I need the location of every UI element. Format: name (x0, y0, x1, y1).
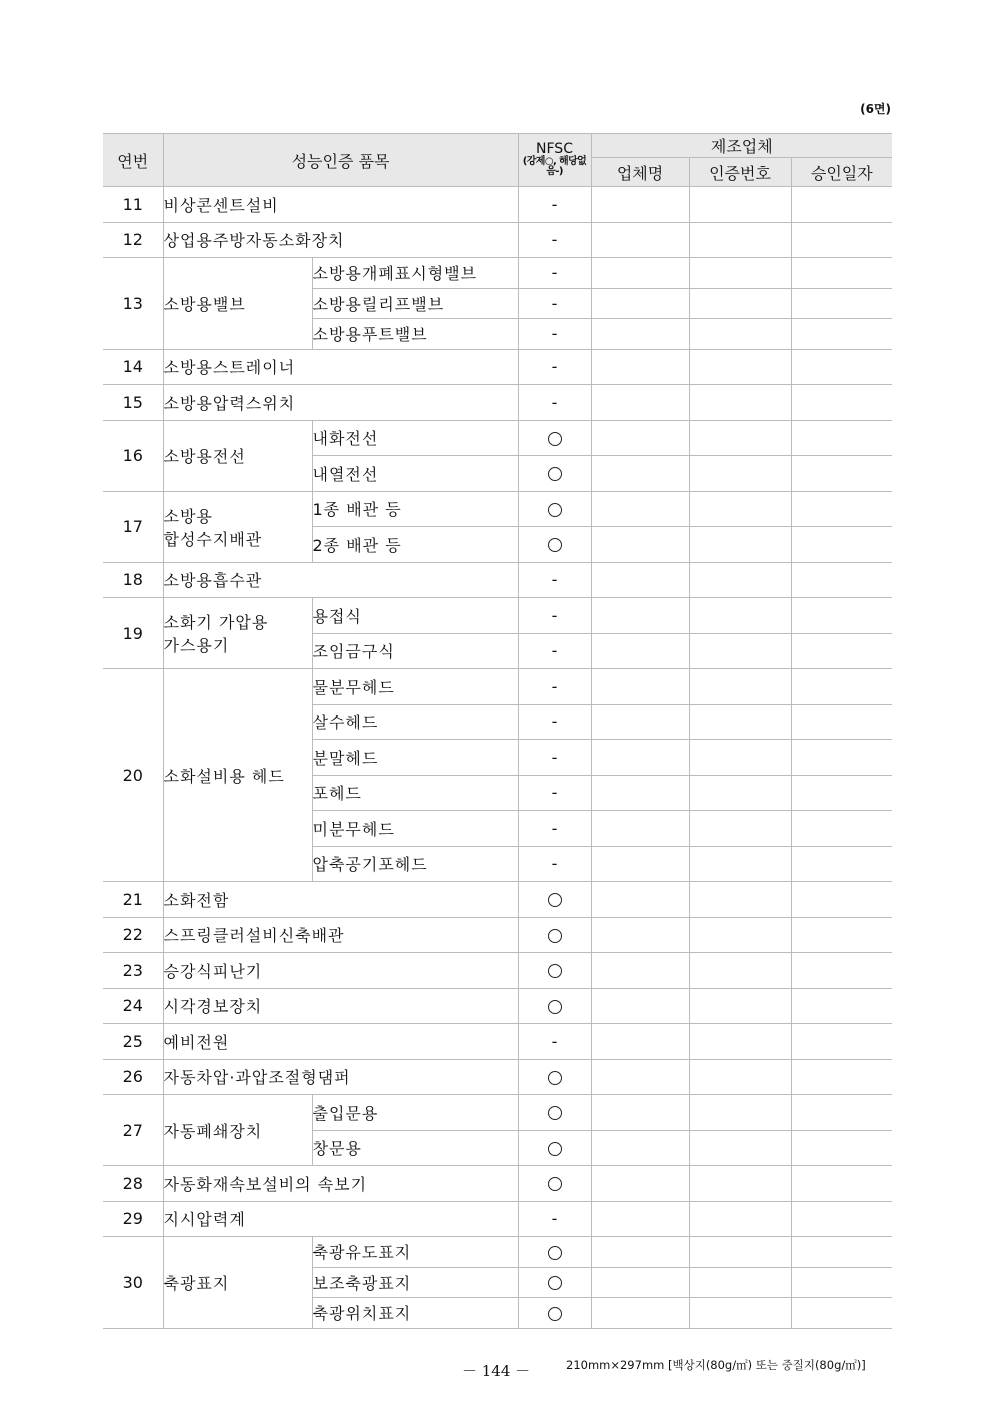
circle-icon (548, 1276, 562, 1290)
approval-date-cell[interactable] (791, 349, 892, 385)
item-name: 예비전원 (163, 1024, 518, 1060)
header-maker-group: 제조업체 (591, 134, 892, 158)
maker-name-cell[interactable] (591, 811, 689, 847)
approval-date-cell[interactable] (791, 562, 892, 598)
table-row (103, 988, 892, 1024)
cert-number-cell[interactable] (689, 1166, 791, 1202)
item-name: 소방용흡수관 (163, 562, 518, 598)
nfsc-mark: - (518, 775, 591, 811)
sub-item-name: 물분무헤드 (312, 669, 518, 705)
nfsc-mark: - (518, 288, 591, 319)
maker-name-cell[interactable] (591, 669, 689, 705)
sub-item-name: 용접식 (312, 598, 518, 634)
sub-item-name: 창문용 (312, 1130, 518, 1166)
cert-number-cell[interactable] (689, 704, 791, 740)
nfsc-mark (518, 988, 591, 1024)
nfsc-mark: - (518, 811, 591, 847)
cert-number-cell[interactable] (689, 1059, 791, 1095)
item-name: 소화기 가압용 가스용기 (163, 598, 312, 669)
nfsc-mark (518, 527, 591, 563)
approval-date-cell[interactable] (791, 491, 892, 527)
header-approval-date: 승인일자 (791, 158, 892, 187)
item-name: 소화전함 (163, 882, 518, 918)
cert-number-cell[interactable] (689, 1267, 791, 1298)
maker-name-cell[interactable] (591, 1201, 689, 1237)
row-number: 25 (103, 1024, 163, 1060)
approval-date-cell[interactable] (791, 288, 892, 319)
maker-name-cell[interactable] (591, 319, 689, 350)
cert-number-cell[interactable] (689, 1024, 791, 1060)
maker-name-cell[interactable] (591, 775, 689, 811)
maker-name-cell[interactable] (591, 882, 689, 918)
approval-date-cell[interactable] (791, 988, 892, 1024)
nfsc-mark: - (518, 319, 591, 350)
cert-number-cell[interactable] (689, 846, 791, 882)
nfsc-mark: - (518, 385, 591, 421)
circle-icon (548, 893, 562, 907)
nfsc-mark: - (518, 258, 591, 289)
row-number: 29 (103, 1201, 163, 1237)
sub-item-name: 살수헤드 (312, 704, 518, 740)
cert-number-cell[interactable] (689, 1298, 791, 1329)
table-body (103, 187, 892, 1329)
maker-name-cell[interactable] (591, 420, 689, 456)
circle-icon (548, 1177, 562, 1191)
approval-date-cell[interactable] (791, 953, 892, 989)
cert-number-cell[interactable] (689, 319, 791, 350)
approval-date-cell[interactable] (791, 1201, 892, 1237)
row-number: 18 (103, 562, 163, 598)
approval-date-cell[interactable] (791, 775, 892, 811)
table-row (103, 187, 892, 223)
sub-item-name: 2종 배관 등 (312, 527, 518, 563)
nfsc-mark: - (518, 222, 591, 258)
approval-date-cell[interactable] (791, 1166, 892, 1202)
sub-item-name: 포헤드 (312, 775, 518, 811)
table-row (103, 491, 892, 527)
maker-name-cell[interactable] (591, 187, 689, 223)
sub-item-name: 분말헤드 (312, 740, 518, 776)
header-no: 연번 (103, 134, 163, 187)
nfsc-mark (518, 1059, 591, 1095)
nfsc-mark (518, 1267, 591, 1298)
table-row (103, 1024, 892, 1060)
cert-number-cell[interactable] (689, 385, 791, 421)
sub-item-name: 내열전선 (312, 456, 518, 492)
approval-date-cell[interactable] (791, 917, 892, 953)
item-name: 승강식피난기 (163, 953, 518, 989)
cert-number-cell[interactable] (689, 1095, 791, 1131)
item-name: 스프링클러설비신축배관 (163, 917, 518, 953)
approval-date-cell[interactable] (791, 385, 892, 421)
circle-icon (548, 432, 562, 446)
maker-name-cell[interactable] (591, 953, 689, 989)
cert-number-cell[interactable] (689, 288, 791, 319)
maker-name-cell[interactable] (591, 1267, 689, 1298)
sub-item-name: 보조축광표지 (312, 1267, 518, 1298)
approval-date-cell[interactable] (791, 456, 892, 492)
maker-name-cell[interactable] (591, 1237, 689, 1268)
approval-date-cell[interactable] (791, 740, 892, 776)
circle-icon (548, 467, 562, 481)
page-section-label: (6면) (860, 102, 891, 116)
cert-number-cell[interactable] (689, 669, 791, 705)
approval-date-cell[interactable] (791, 258, 892, 289)
footer-page-number: － 144 － (462, 1362, 531, 1380)
cert-number-cell[interactable] (689, 258, 791, 289)
maker-name-cell[interactable] (591, 1130, 689, 1166)
circle-icon (548, 1106, 562, 1120)
sub-item-name: 1종 배관 등 (312, 491, 518, 527)
nfsc-mark: - (518, 187, 591, 223)
table-row (103, 420, 892, 456)
approval-date-cell[interactable] (791, 319, 892, 350)
item-name: 비상콘센트설비 (163, 187, 518, 223)
nfsc-mark: - (518, 669, 591, 705)
maker-name-cell[interactable] (591, 527, 689, 563)
sub-item-name: 축광위치표지 (312, 1298, 518, 1329)
header-nfsc (518, 134, 591, 187)
item-name: 자동화재속보설비의 속보기 (163, 1166, 518, 1202)
nfsc-mark (518, 882, 591, 918)
maker-name-cell[interactable] (591, 740, 689, 776)
nfsc-mark: - (518, 846, 591, 882)
maker-name-cell[interactable] (591, 349, 689, 385)
approval-date-cell[interactable] (791, 187, 892, 223)
nfsc-mark: - (518, 349, 591, 385)
item-name: 축광표지 (163, 1237, 312, 1329)
row-number: 16 (103, 420, 163, 491)
table-row (103, 1095, 892, 1131)
circle-icon (548, 929, 562, 943)
approval-date-cell[interactable] (791, 882, 892, 918)
sub-item-name: 소방용푸트밸브 (312, 319, 518, 350)
nfsc-mark: - (518, 1024, 591, 1060)
sub-item-name: 압축공기포헤드 (312, 846, 518, 882)
approval-date-cell[interactable] (791, 1298, 892, 1329)
item-name: 소방용전선 (163, 420, 312, 491)
maker-name-cell[interactable] (591, 456, 689, 492)
nfsc-mark (518, 1130, 591, 1166)
table-row (103, 917, 892, 953)
cert-number-cell[interactable] (689, 491, 791, 527)
header-cert-number: 인증번호 (689, 158, 791, 187)
maker-name-cell[interactable] (591, 1298, 689, 1329)
maker-name-cell[interactable] (591, 1059, 689, 1095)
maker-name-cell[interactable] (591, 988, 689, 1024)
table-row (103, 385, 892, 421)
cert-number-cell[interactable] (689, 1130, 791, 1166)
maker-name-cell[interactable] (591, 385, 689, 421)
row-number: 13 (103, 258, 163, 350)
row-number: 21 (103, 882, 163, 918)
maker-name-cell[interactable] (591, 1095, 689, 1131)
maker-name-cell[interactable] (591, 1024, 689, 1060)
row-number: 23 (103, 953, 163, 989)
circle-icon (548, 503, 562, 517)
sub-item-name: 조임금구식 (312, 633, 518, 669)
table-row (103, 882, 892, 918)
cert-number-cell[interactable] (689, 953, 791, 989)
cert-number-cell[interactable] (689, 562, 791, 598)
maker-name-cell[interactable] (591, 633, 689, 669)
nfsc-mark (518, 1095, 591, 1131)
item-name: 소방용압력스위치 (163, 385, 518, 421)
approval-date-cell[interactable] (791, 811, 892, 847)
nfsc-mark: - (518, 1201, 591, 1237)
cert-number-cell[interactable] (689, 882, 791, 918)
nfsc-mark (518, 917, 591, 953)
table-row (103, 1059, 892, 1095)
nfsc-mark (518, 491, 591, 527)
maker-name-cell[interactable] (591, 562, 689, 598)
nfsc-mark: - (518, 633, 591, 669)
approval-date-cell[interactable] (791, 1237, 892, 1268)
nfsc-mark (518, 1166, 591, 1202)
cert-number-cell[interactable] (689, 633, 791, 669)
nfsc-mark (518, 1237, 591, 1268)
cert-number-cell[interactable] (689, 988, 791, 1024)
maker-name-cell[interactable] (591, 704, 689, 740)
nfsc-mark (518, 456, 591, 492)
maker-name-cell[interactable] (591, 917, 689, 953)
row-number: 15 (103, 385, 163, 421)
cert-number-cell[interactable] (689, 598, 791, 634)
table-row (103, 953, 892, 989)
table-row (103, 1201, 892, 1237)
cert-number-cell[interactable] (689, 222, 791, 258)
row-number: 28 (103, 1166, 163, 1202)
maker-name-cell[interactable] (591, 846, 689, 882)
cert-number-cell[interactable] (689, 349, 791, 385)
header-nfsc-note: (강제○, 해당없음-) (522, 155, 587, 178)
approval-date-cell[interactable] (791, 1024, 892, 1060)
table-row (103, 1237, 892, 1268)
nfsc-mark (518, 1298, 591, 1329)
footer-paper-spec: 210mm×297mm [백상지(80g/㎡) 또는 중질지(80g/㎡)] (566, 1358, 866, 1372)
nfsc-mark: - (518, 704, 591, 740)
circle-icon (548, 964, 562, 978)
item-name: 자동차압·과압조절형댐퍼 (163, 1059, 518, 1095)
row-number: 19 (103, 598, 163, 669)
maker-name-cell[interactable] (591, 288, 689, 319)
cert-number-cell[interactable] (689, 775, 791, 811)
table-row (103, 222, 892, 258)
certification-table (103, 133, 892, 1329)
row-number: 27 (103, 1095, 163, 1166)
item-name: 소방용밸브 (163, 258, 312, 350)
approval-date-cell[interactable] (791, 1095, 892, 1131)
nfsc-mark (518, 953, 591, 989)
maker-name-cell[interactable] (591, 222, 689, 258)
cert-number-cell[interactable] (689, 740, 791, 776)
row-number: 24 (103, 988, 163, 1024)
cert-number-cell[interactable] (689, 811, 791, 847)
approval-date-cell[interactable] (791, 846, 892, 882)
circle-icon (548, 538, 562, 552)
circle-icon (548, 1307, 562, 1321)
row-number: 20 (103, 669, 163, 882)
cert-number-cell[interactable] (689, 1237, 791, 1268)
maker-name-cell[interactable] (591, 258, 689, 289)
approval-date-cell[interactable] (791, 1130, 892, 1166)
table-row (103, 258, 892, 289)
nfsc-mark: - (518, 740, 591, 776)
item-name: 지시압력계 (163, 1201, 518, 1237)
row-number: 11 (103, 187, 163, 223)
item-name: 시각경보장치 (163, 988, 518, 1024)
approval-date-cell[interactable] (791, 1267, 892, 1298)
cert-number-cell[interactable] (689, 420, 791, 456)
row-number: 17 (103, 491, 163, 562)
approval-date-cell[interactable] (791, 1059, 892, 1095)
item-name: 소화설비용 헤드 (163, 669, 312, 882)
approval-date-cell[interactable] (791, 527, 892, 563)
sub-item-name: 미분무헤드 (312, 811, 518, 847)
approval-date-cell[interactable] (791, 598, 892, 634)
sub-item-name: 축광유도표지 (312, 1237, 518, 1268)
table-row (103, 562, 892, 598)
cert-number-cell[interactable] (689, 1201, 791, 1237)
cert-number-cell[interactable] (689, 917, 791, 953)
nfsc-mark (518, 420, 591, 456)
sub-item-name: 내화전선 (312, 420, 518, 456)
approval-date-cell[interactable] (791, 420, 892, 456)
maker-name-cell[interactable] (591, 598, 689, 634)
item-name: 소방용스트레이너 (163, 349, 518, 385)
row-number: 22 (103, 917, 163, 953)
item-name: 자동폐쇄장치 (163, 1095, 312, 1166)
approval-date-cell[interactable] (791, 633, 892, 669)
circle-icon (548, 1142, 562, 1156)
nfsc-mark: - (518, 598, 591, 634)
row-number: 14 (103, 349, 163, 385)
circle-icon (548, 1246, 562, 1260)
item-name: 상업용주방자동소화장치 (163, 222, 518, 258)
table-row (103, 349, 892, 385)
header-nfsc-title: NFSC (536, 141, 573, 158)
row-number: 12 (103, 222, 163, 258)
sub-item-name: 소방용릴리프밸브 (312, 288, 518, 319)
table-row (103, 1166, 892, 1202)
sub-item-name: 출입문용 (312, 1095, 518, 1131)
cert-number-cell[interactable] (689, 456, 791, 492)
approval-date-cell[interactable] (791, 222, 892, 258)
circle-icon (548, 1071, 562, 1085)
item-name: 소방용 합성수지배관 (163, 491, 312, 562)
header-item: 성능인증 품목 (163, 134, 518, 187)
sub-item-name: 소방용개폐표시형밸브 (312, 258, 518, 289)
maker-name-cell[interactable] (591, 1166, 689, 1202)
row-number: 30 (103, 1237, 163, 1329)
row-number: 26 (103, 1059, 163, 1095)
table-row (103, 669, 892, 705)
approval-date-cell[interactable] (791, 704, 892, 740)
circle-icon (548, 1000, 562, 1014)
cert-number-cell[interactable] (689, 187, 791, 223)
approval-date-cell[interactable] (791, 669, 892, 705)
maker-name-cell[interactable] (591, 491, 689, 527)
cert-number-cell[interactable] (689, 527, 791, 563)
table-row (103, 598, 892, 634)
nfsc-mark: - (518, 562, 591, 598)
header-maker-name: 업체명 (591, 158, 689, 187)
